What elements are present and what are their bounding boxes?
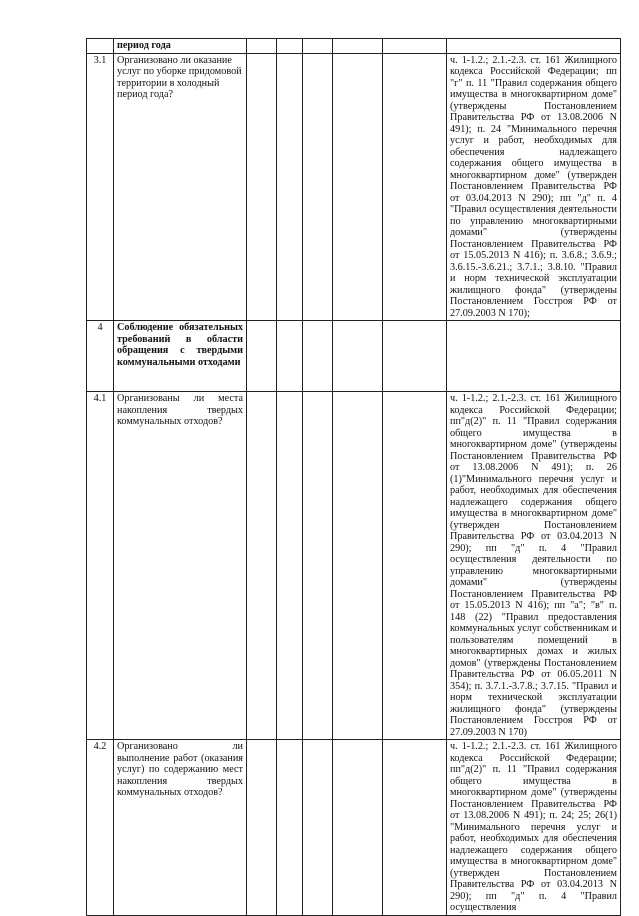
- answer-cell-note: [383, 53, 447, 321]
- answer-cell-yes: [247, 392, 277, 740]
- answer-cell-note: [383, 392, 447, 740]
- row-question: Организованы ли места накопления твердых коммунальных отходов?: [114, 392, 247, 740]
- row-reference: ч. 1-1.2.; 2.1.-2.3. ст. 161 Жилищного кодекса Российской Федерации; пп"д(2)" п. 11 "Правил содержания общего имущества в многоквартирном доме" (утверждены Постановлением Правительства РФ от 13.08.2006 N 491); п. 26 (1)"Минимального перечня услуг и работ, необходимых для обеспечения надлежащего содержания общего имущества в многоквартирном доме" (утвержден Постановлением Правительства РФ от 03.04.2013 N 290); пп "д" п. 4 "Правил осуществления деятельности по управлению многоквартирными домами" (утверждены Постановлением Правительства РФ от 15.05.2013 N 416); пп "а"; "в" п. 148 (22) "Правил предоставления коммунальных услуг собственникам и пользователям помещений в многоквартирных домах и жилых домов" (утверждены Постановлением Правительства РФ от 06.05.2011 N 354); п. 3.7.1.-3.7.8.; 3.7.15. "Правил и норм технической эксплуатации жилищного фонда" (утверждены Постановлением Госстроя РФ от 27.09.2003 N 170): [447, 392, 621, 740]
- table-row: [87, 740, 621, 916]
- answer-cell-yes: [247, 39, 277, 54]
- row-number: 4.1: [87, 392, 114, 740]
- answer-cell-no: [277, 53, 303, 321]
- answer-cell-no: [277, 39, 303, 54]
- row-number: [87, 39, 114, 54]
- answer-cell-no: [277, 740, 303, 916]
- answer-cell-extra: [333, 392, 383, 740]
- row-question: период года: [114, 39, 247, 54]
- answer-cell-extra: [333, 321, 383, 392]
- answer-cell-na: [303, 392, 333, 740]
- answer-cell-na: [303, 53, 333, 321]
- answer-cell-yes: [247, 740, 277, 916]
- answer-cell-no: [277, 321, 303, 392]
- answer-cell-note: [383, 740, 447, 916]
- row-number: 4.2: [87, 740, 114, 916]
- row-number: 3.1: [87, 53, 114, 321]
- row-reference: [447, 39, 621, 54]
- answer-cell-na: [303, 321, 333, 392]
- answer-cell-note: [383, 39, 447, 54]
- row-question: Организовано ли выполнение работ (оказания услуг) по содержанию мест накопления твердых коммунальных отходов?: [114, 740, 247, 916]
- row-reference: ч. 1-1.2.; 2.1.-2.3. ст. 161 Жилищного кодекса Российской Федерации; пп"д(2)" п. 11 "Правил содержания общего имущества в многоквартирном доме" (утверждены Постановлением Правительства РФ от 13.08.2006 N 491); п. 24; 25; 26(1) "Минимального перечня услуг и работ, необходимых для обеспечения надлежащего содержания общего имущества в многоквартирном доме" (утвержден Постановлением Правительства РФ от 03.04.2013 N 290); пп "д" п. 4 "Правил осуществления: [447, 740, 621, 916]
- answer-cell-na: [303, 740, 333, 916]
- answer-cell-extra: [333, 53, 383, 321]
- row-reference: ч. 1-1.2.; 2.1.-2.3. ст. 161 Жилищного кодекса Российской Федерации; пп "г" п. 11 "Правил содержания общего имущества в многоквартирном доме" (утверждены Постановлением Правительства РФ от 13.08.2006 N 491); п. 24 "Минимального перечня услуг и работ, необходимых для обеспечения надлежащего содержания общего имущества в многоквартирном доме" (утвержден Постановлением Правительства РФ от 03.04.2013 N 290); пп "д" п. 4 "Правил осуществления деятельности по управлению многоквартирными домами" (утверждены Постановлением Правительства РФ от 15.05.2013 N 416); п. 3.6.8.; 3.6.9.; 3.6.15.-3.6.21.; 3.7.1.; 3.8.10. "Правил и норм технической эксплуатации жилищного фонда" (утверждены Постановлением Госстроя РФ от 27.09.2003 N 170);: [447, 53, 621, 321]
- answer-cell-no: [277, 392, 303, 740]
- table-row: [87, 53, 621, 321]
- row-number: 4: [87, 321, 114, 392]
- checklist-table: [86, 38, 621, 916]
- answer-cell-na: [303, 39, 333, 54]
- row-reference: [447, 321, 621, 392]
- table-row: [87, 321, 621, 392]
- answer-cell-yes: [247, 321, 277, 392]
- answer-cell-extra: [333, 39, 383, 54]
- table-row: [87, 392, 621, 740]
- table-row: [87, 39, 621, 54]
- answer-cell-note: [383, 321, 447, 392]
- row-question: Организовано ли оказание услуг по уборке придомовой территории в холодный период года?: [114, 53, 247, 321]
- row-question: Соблюдение обязательных требований в области обращения с твердыми коммунальными отходами: [114, 321, 247, 392]
- answer-cell-extra: [333, 740, 383, 916]
- answer-cell-yes: [247, 53, 277, 321]
